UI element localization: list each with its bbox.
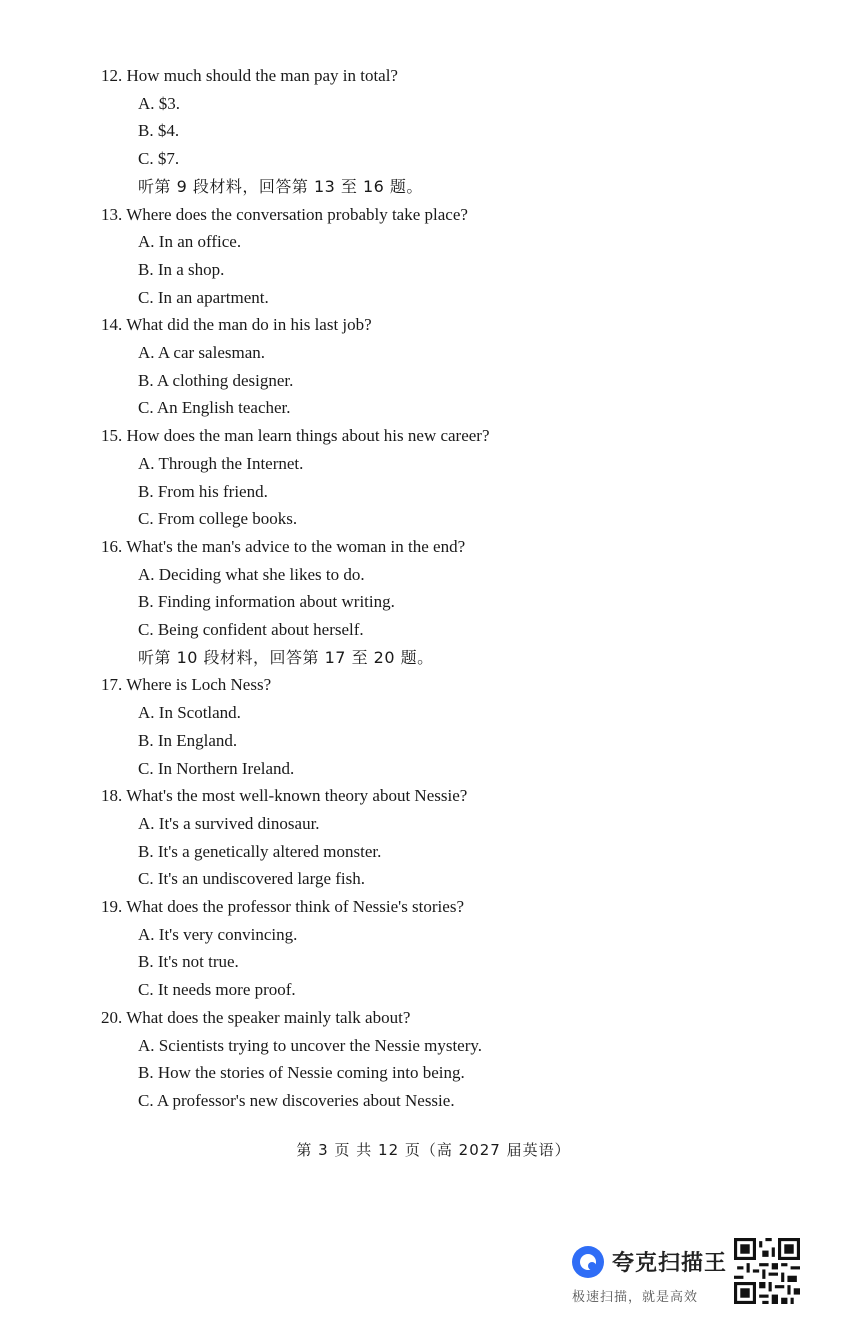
answer-option: A. Deciding what she likes to do. <box>138 565 365 584</box>
answer-option: C. In Northern Ireland. <box>138 759 295 778</box>
question-text: 17. Where is Loch Ness? <box>101 675 272 694</box>
section-instruction: 听第 9 段材料，回答第 13 至 16 题。 <box>138 177 423 196</box>
question-text: 13. Where does the conversation probably take place? <box>101 205 468 224</box>
answer-option: A. It's very convincing. <box>138 925 298 944</box>
answer-option: C. A professor's new discoveries about Nessie. <box>138 1091 455 1110</box>
question-text: 12. How much should the man pay in total? <box>101 66 398 85</box>
answer-option: B. It's a genetically altered monster. <box>138 842 382 861</box>
answer-option: A. Through the Internet. <box>138 454 304 473</box>
answer-option: B. From his friend. <box>138 482 268 501</box>
question-text: 19. What does the professor think of Nessie's stories? <box>101 897 464 916</box>
answer-option: C. It's an undiscovered large fish. <box>138 869 366 888</box>
answer-option: A. Scientists trying to uncover the Nessie mystery. <box>138 1036 483 1055</box>
section-instruction: 听第 10 段材料，回答第 17 至 20 题。 <box>138 648 434 667</box>
quark-logo-icon <box>570 1244 606 1280</box>
answer-option: B. In a shop. <box>138 260 225 279</box>
answer-option: C. $7. <box>138 149 180 168</box>
answer-option: C. In an apartment. <box>138 288 269 307</box>
scanner-watermark <box>570 1240 730 1306</box>
question-text: 18. What's the most well-known theory about Nessie? <box>101 786 468 805</box>
answer-option: A. A car salesman. <box>138 343 265 362</box>
question-text: 15. How does the man learn things about his new career? <box>101 426 490 445</box>
question-text: 14. What did the man do in his last job? <box>101 315 372 334</box>
answer-option: B. How the stories of Nessie coming into being. <box>138 1063 465 1082</box>
answer-option: B. In England. <box>138 731 238 750</box>
watermark-slogan: 极速扫描，就是高效 <box>572 1290 699 1305</box>
answer-option: A. In an office. <box>138 232 242 251</box>
answer-option: C. It needs more proof. <box>138 980 296 999</box>
answer-option: B. It's not true. <box>138 952 239 971</box>
answer-option: A. It's a survived dinosaur. <box>138 814 320 833</box>
answer-option: C. From college books. <box>138 509 298 528</box>
answer-option: A. In Scotland. <box>138 703 241 722</box>
answer-option: B. A clothing designer. <box>138 371 294 390</box>
answer-option: B. $4. <box>138 121 180 140</box>
answer-option: B. Finding information about writing. <box>138 592 395 611</box>
page-footer: 第 3 页 共 12 页（高 2027 届英语） <box>296 1141 571 1159</box>
watermark-name: 夸克扫描王 <box>612 1251 728 1276</box>
qr-code-icon <box>734 1238 800 1304</box>
answer-option: C. Being confident about herself. <box>138 620 364 639</box>
answer-option: C. An English teacher. <box>138 398 291 417</box>
question-text: 20. What does the speaker mainly talk about? <box>101 1008 411 1027</box>
question-text: 16. What's the man's advice to the woman in the end? <box>101 537 466 556</box>
answer-option: A. $3. <box>138 94 181 113</box>
